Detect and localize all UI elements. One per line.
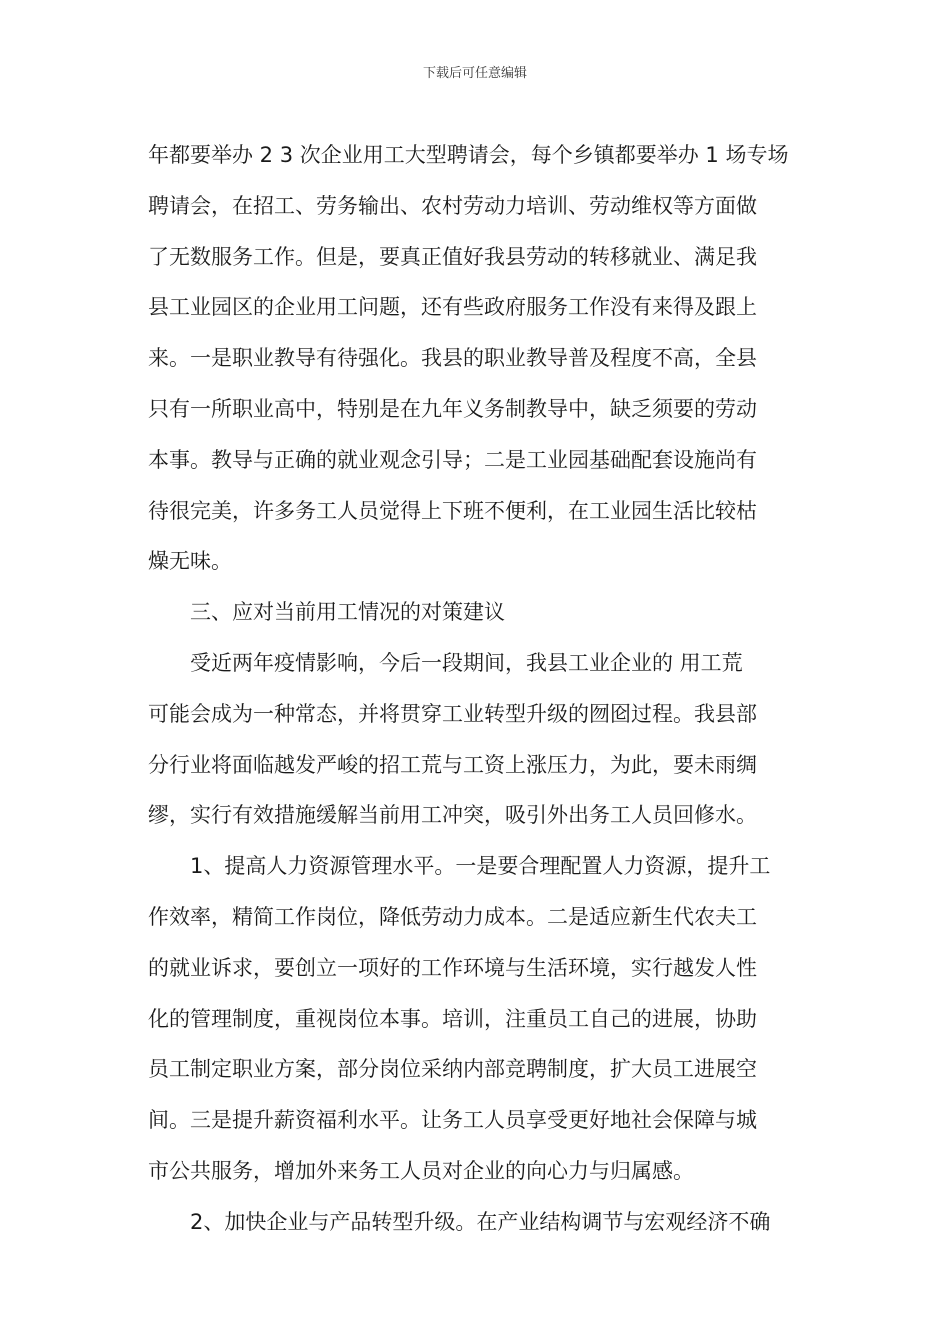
text-line: 缪，实行有效措施缓解当前用工冲突，吸引外出务工人员回修水。	[148, 803, 757, 828]
text-line: 2、加快企业与产品转型升级。在产业结构调节与宏观经济不确	[190, 1209, 771, 1234]
text-line: 了无数服务工作。但是，要真正值好我县劳动的转移就业、满足我	[148, 244, 757, 269]
text-line: 本事。教导与正确的就业观念引导；二是工业园基础配套设施尚有	[148, 447, 757, 472]
text-line: 化的管理制度，重视岗位本事。培训，注重员工自己的进展，协助	[148, 1006, 757, 1031]
text-line: 燥无味。	[148, 549, 232, 574]
text-line: 可能会成为一种常态，并将贯穿工业转型升级的囫囵过程。我县部	[148, 701, 757, 726]
text-line: 县工业园区的企业用工问题，还有些政府服务工作没有来得及跟上	[148, 295, 757, 320]
text-line: 的就业诉求，要创立一项好的工作环境与生活环境，实行越发人性	[148, 955, 757, 980]
page-header: 下载后可任意编辑	[422, 66, 527, 81]
body-text	[148, 130, 813, 1248]
text-line: 间。三是提升薪资福利水平。让务工人员享受更好地社会保障与城	[148, 1108, 757, 1133]
text-line: 员工制定职业方案，部分岗位采纳内部竞聘制度，扩大员工进展空	[148, 1057, 757, 1082]
text-line: 聘请会，在招工、劳务输出、农村劳动力培训、劳动维权等方面做	[148, 193, 757, 218]
text-line: 待很完美，许多务工人员觉得上下班不便利，在工业园生活比较枯	[148, 498, 757, 523]
text-line: 只有一所职业高中，特别是在九年义务制教导中，缺乏须要的劳动	[148, 396, 757, 421]
text-line: 作效率，精简工作岗位，降低劳动力成本。二是适应新生代农夫工	[148, 904, 757, 929]
text-line: 1、提高人力资源管理水平。一是要合理配置人力资源，提升工	[190, 854, 771, 879]
text-line: 市公共服务，增加外来务工人员对企业的向心力与归属感。	[148, 1158, 694, 1183]
text-line: 年都要举办 2 3 次企业用工大型聘请会，每个乡镇都要举办 1 场专场	[148, 143, 789, 167]
text-line: 受近两年疫情影响，今后一段期间，我县工业企业的 用工荒	[190, 650, 743, 675]
text-line: 来。一是职业教导有待强化。我县的职业教导普及程度不高，全县	[148, 346, 757, 371]
section-heading: 三、应对当前用工情况的对策建议	[190, 600, 505, 625]
text-line: 分行业将面临越发严峻的招工荒与工资上涨压力，为此，要未雨绸	[148, 752, 757, 777]
